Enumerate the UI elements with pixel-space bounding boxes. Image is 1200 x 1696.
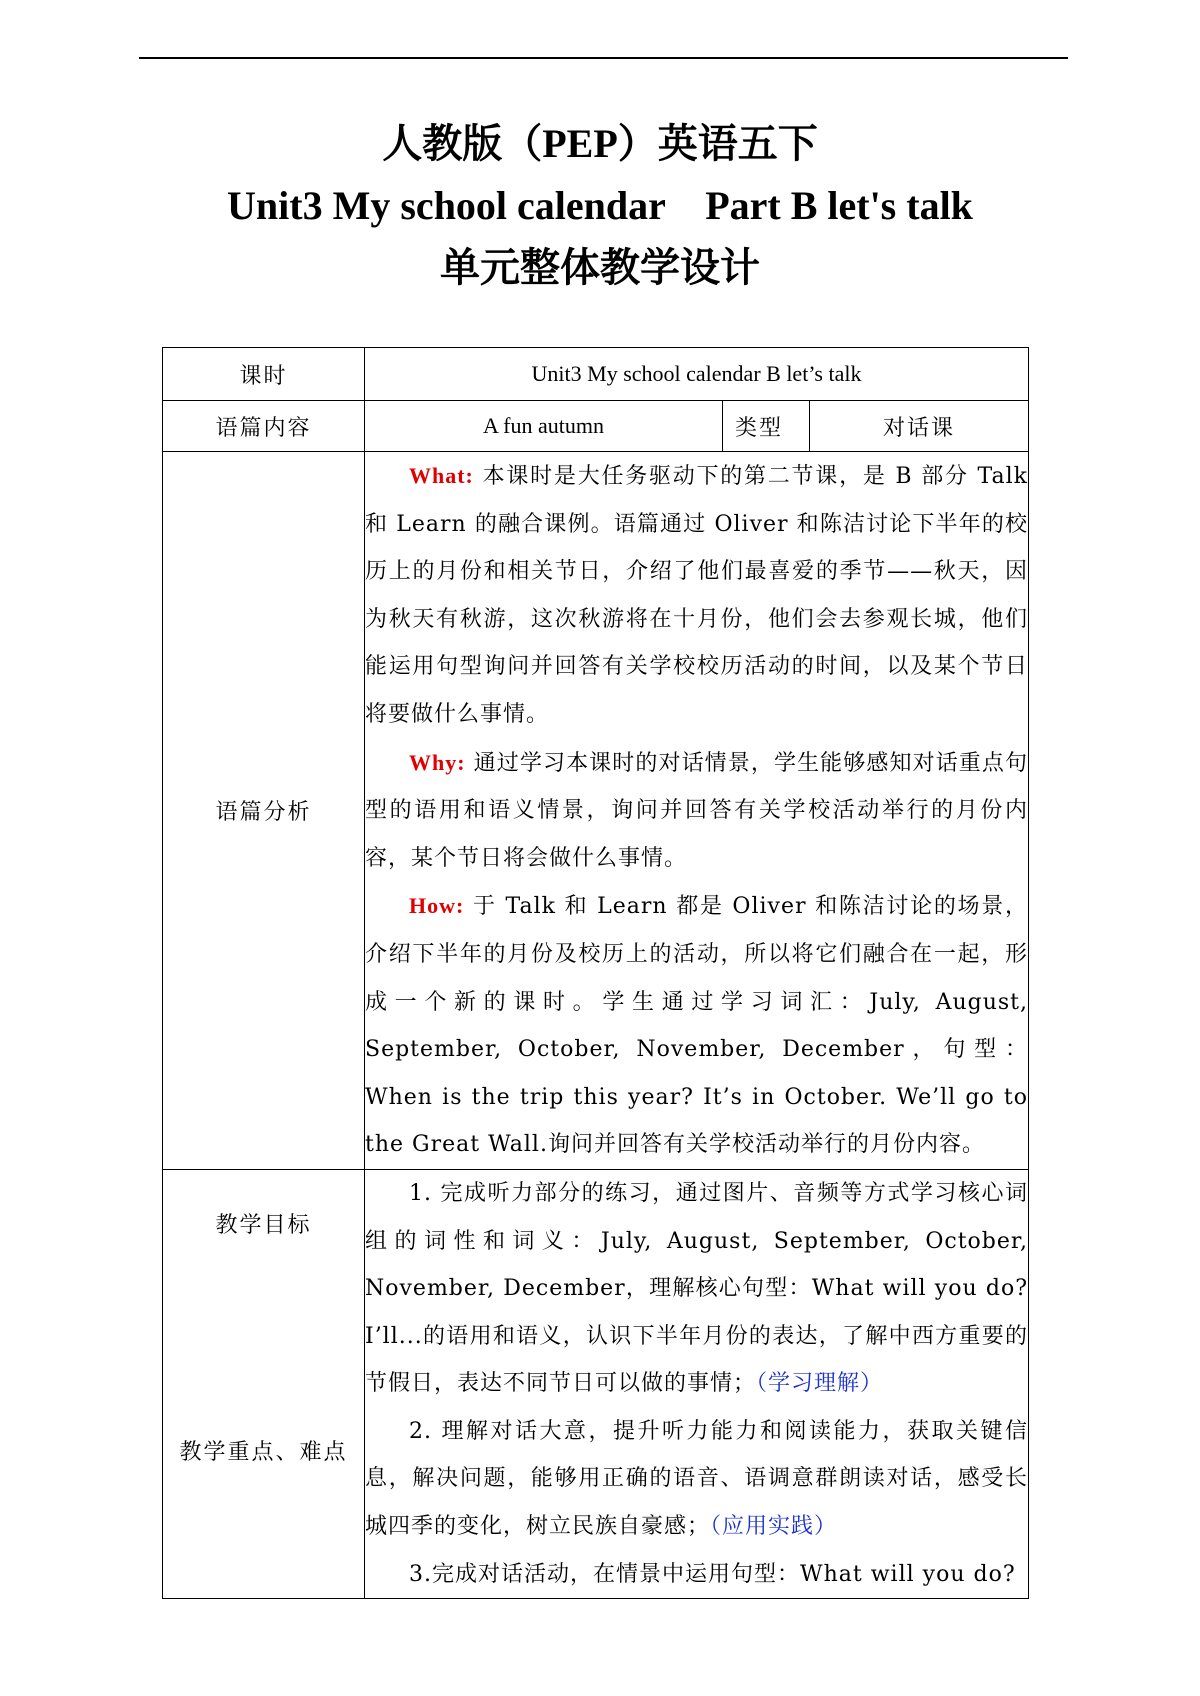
title-line-3: 单元整体教学设计 [440,245,760,290]
how-keyword: How: [409,893,465,919]
document-title [0,113,1200,299]
table-row-content [163,401,1029,452]
goal-item-1 [365,1170,1028,1408]
title-line-1: 人教版（PEP）英语五下 [382,121,818,166]
table-row-analysis [163,452,1029,1170]
header-rule [139,57,1068,59]
goal-item-2-text: 2. 理解对话大意，提升听力能力和阅读能力，获取关键信息，解决问题，能够用正确的语音、语调意群朗读对话，感受长城四季的变化，树立民族自豪感； [365,1418,1028,1540]
what-keyword: What: [409,463,474,488]
table-row-goals [163,1169,1029,1598]
analysis-cell [365,452,1029,1170]
goal-item-3-text: 3.完成对话活动，在情景中运用句型：What will you do? [409,1561,1016,1587]
what-text: 本课时是大任务驱动下的第二节课，是 B 部分 Talk 和 Learn 的融合课例。语篇通过 Oliver 和陈洁讨论下半年的校历上的月份和相关节日，介绍了他们最喜爱的季节——秋天，因为秋天有秋游，这次秋游将在十月份，他们会去参观长城，他们能运用句型询问并回答有关学校校历活动的时间，以及某个节日将要做什么事情。 [365,464,1028,727]
analysis-label: 语篇分析 [163,452,365,1170]
goal-item-1-text: 1. 完成听力部分的练习，通过图片、音频等方式学习核心词组的词性和词义：July, August, September, October, November, December，理解核心句型：What will you do? I’ll...的语用和语义，认识下半年月份的表达，了解中西方重要的节假日，表达不同节日可以做的事情； [365,1180,1028,1397]
content-value: A fun autumn [365,401,723,452]
lesson-plan-table [162,347,1029,1599]
table-row-lesson [163,348,1029,401]
how-text: 于 Talk 和 Learn 都是 Oliver 和陈洁讨论的场景，介绍下半年的月份及校历上的活动，所以将它们融合在一起，形成一个新的课时。学生通过学习词汇：July, August, September, October, November, December，句型：When is the trip this year? It’s in October. We’ll go to the Great Wall.询问并回答有关学校活动举行的月份内容。 [365,894,1028,1158]
goal-item-2-tag: （应用实践） [710,1514,838,1540]
how-paragraph [365,882,1028,1169]
goal-item-3 [365,1551,1028,1599]
type-label: 类型 [723,401,810,452]
key-points-label: 教学重点、难点 [179,1439,348,1465]
goal-item-2 [365,1408,1028,1551]
goals-label-cell [163,1169,365,1598]
goal-item-1-tag: （学习理解） [756,1371,884,1397]
content-label: 语篇内容 [163,401,365,452]
what-paragraph [365,452,1028,739]
why-text: 通过学习本课时的对话情景，学生能够感知对话重点句型的语用和语义情景，询问并回答有关学校活动举行的月份内容，某个节日将会做什么事情。 [365,750,1028,871]
goals-cell [365,1169,1029,1598]
type-value: 对话课 [810,401,1029,452]
why-keyword: Why: [409,749,466,775]
lesson-label: 课时 [163,348,365,401]
why-paragraph [365,739,1028,883]
title-line-2: Unit3 My school calendar Part B let's talk [227,183,973,228]
lesson-value: Unit3 My school calendar B let’s talk [365,348,1029,401]
goal-label: 教学目标 [215,1212,312,1238]
